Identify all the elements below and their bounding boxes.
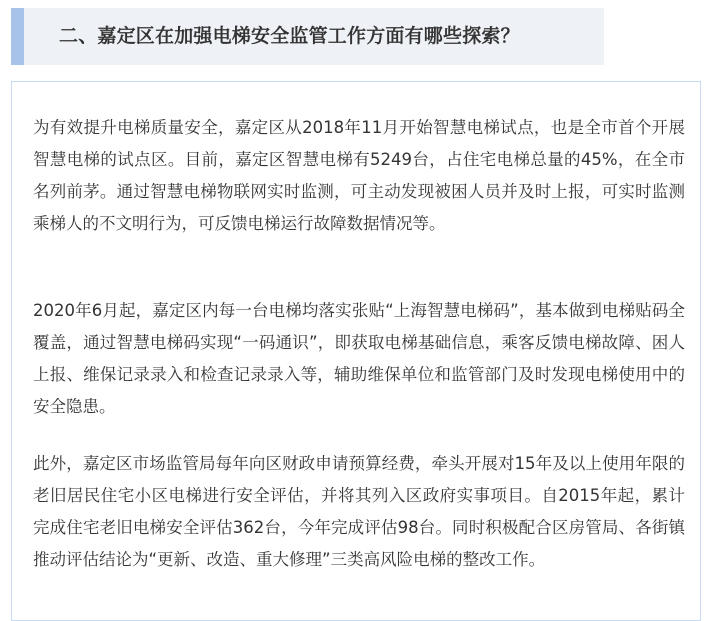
content-box [11, 81, 701, 621]
section-title: 二、嘉定区在加强电梯安全监管工作方面有哪些探索？ [59, 25, 520, 47]
heading-accent-bar [11, 8, 24, 65]
section-heading [11, 8, 604, 65]
paragraph-elevator-code: 2020年6月起，嘉定区内每一台电梯均落实张贴“上海智慧电梯码”，基本做到电梯贴码全覆盖，通过智慧电梯码实现“一码通识”，即获取电梯基础信息，乘客反馈电梯故障、困人上报、维保记录录入和检查记录录入等，辅助维保单位和监管部门及时发现电梯使用中的安全隐患。 [33, 301, 685, 416]
paragraph-smart-elevator-pilot: 为有效提升电梯质量安全，嘉定区从2018年11月开始智慧电梯试点，也是全市首个开展智慧电梯的试点区。目前，嘉定区智慧电梯有5249台，占住宅电梯总量的45%，在全市名列前茅。通过智慧电梯物联网实时监测，可主动发现被困人员并及时上报，可实时监测乘梯人的不文明行为，可反馈电梯运行故障数据情况等。 [33, 118, 685, 233]
paragraph-safety-assessment: 此外，嘉定区市场监管局每年向区财政申请预算经费，牵头开展对15年及以上使用年限的老旧居民住宅小区电梯进行安全评估，并将其列入区政府实事项目。自2015年起，累计完成住宅老旧电梯安全评估362台，今年完成评估98台。同时积极配合区房管局、各街镇推动评估结论为“更新、改造、重大修理”三类高风险电梯的整改工作。 [33, 454, 685, 569]
